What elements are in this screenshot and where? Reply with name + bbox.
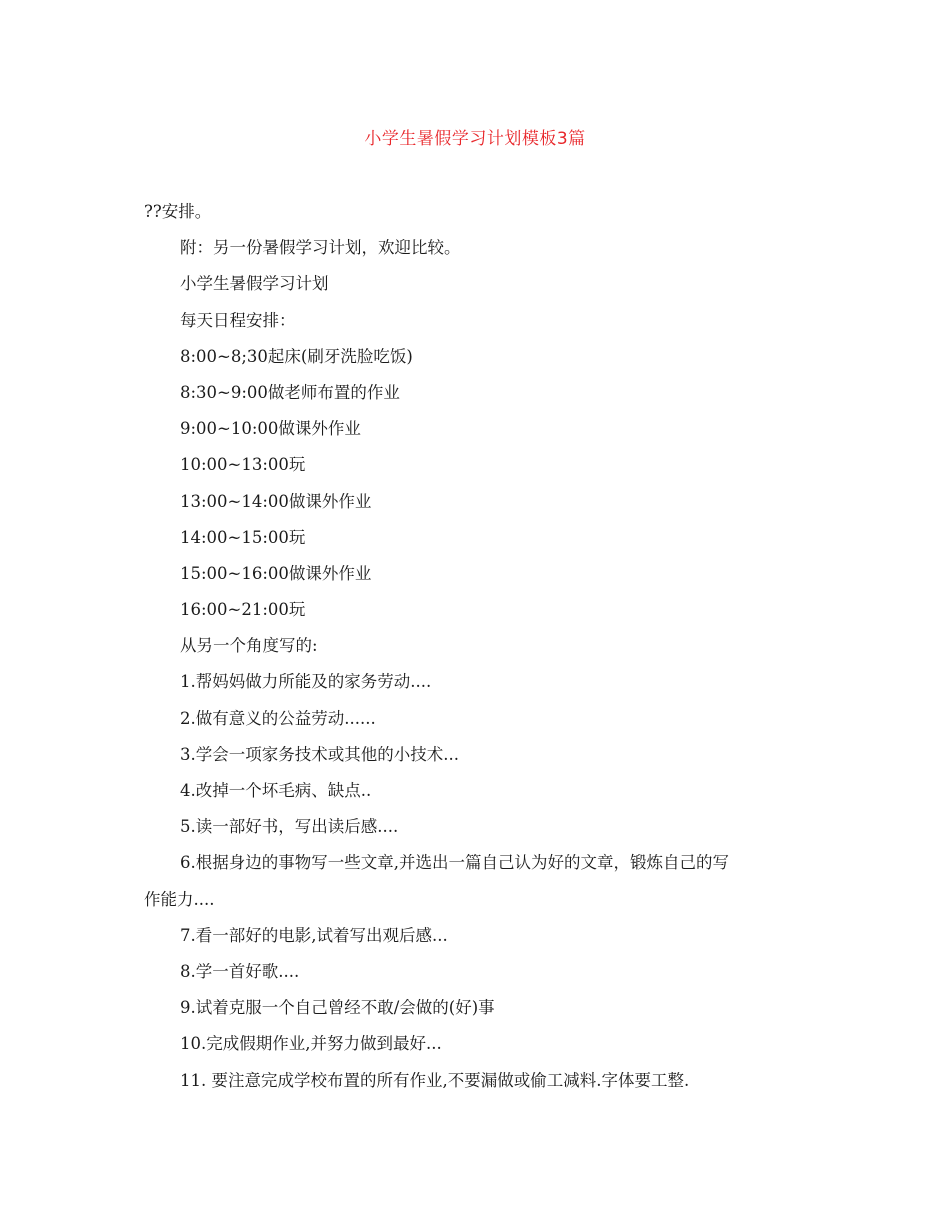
list-item-continuation: 作能力.... (144, 889, 215, 909)
document-body (144, 194, 824, 1099)
paragraph-line: ??安排。 (144, 202, 212, 221)
list-item: 4.改掉一个坏毛病、缺点.. (180, 781, 372, 800)
list-item: 1.帮妈妈做力所能及的家务劳动.... (180, 672, 432, 692)
schedule-line: 8:00~8;30起床(刷牙洗脸吃饭) (180, 346, 413, 366)
paragraph-line: 附：另一份暑假学习计划，欢迎比较。 (180, 238, 461, 258)
schedule-line: 13:00~14:00做课外作业 (180, 491, 372, 511)
list-item: 10.完成假期作业,并努力做到最好... (180, 1034, 442, 1054)
paragraph-line: 小学生暑假学习计划 (180, 274, 329, 294)
document-title: 小学生暑假学习计划模板3篇 (364, 129, 586, 149)
list-item: 3.学会一项家务技术或其他的小技术... (180, 744, 459, 764)
schedule-line: 16:00~21:00玩 (180, 600, 306, 620)
list-item: 8.学一首好歌.... (180, 961, 300, 981)
schedule-line: 10:00~13:00玩 (180, 455, 306, 475)
paragraph-line: 每天日程安排： (180, 310, 296, 330)
list-item: 11. 要注意完成学校布置的所有作业,不要漏做或偷工减料.字体要工整. (180, 1070, 690, 1090)
schedule-line: 15:00~16:00做课外作业 (180, 563, 372, 583)
list-item: 5.读一部好书，写出读后感.... (180, 817, 399, 837)
paragraph-line: 从另一个角度写的: (180, 636, 318, 656)
list-item: 2.做有意义的公益劳动...... (180, 708, 376, 728)
schedule-line: 14:00~15:00玩 (180, 527, 306, 547)
schedule-line: 8:30~9:00做老师布置的作业 (180, 382, 400, 402)
list-item: 6.根据身边的事物写一些文章,并选出一篇自己认为好的文章，锻炼自己的写 (180, 853, 729, 873)
schedule-line: 9:00~10:00做课外作业 (180, 419, 361, 439)
list-item: 9.试着克服一个自己曾经不敢/会做的(好)事 (180, 998, 495, 1018)
list-item: 7.看一部好的电影,试着写出观后感... (180, 925, 448, 945)
